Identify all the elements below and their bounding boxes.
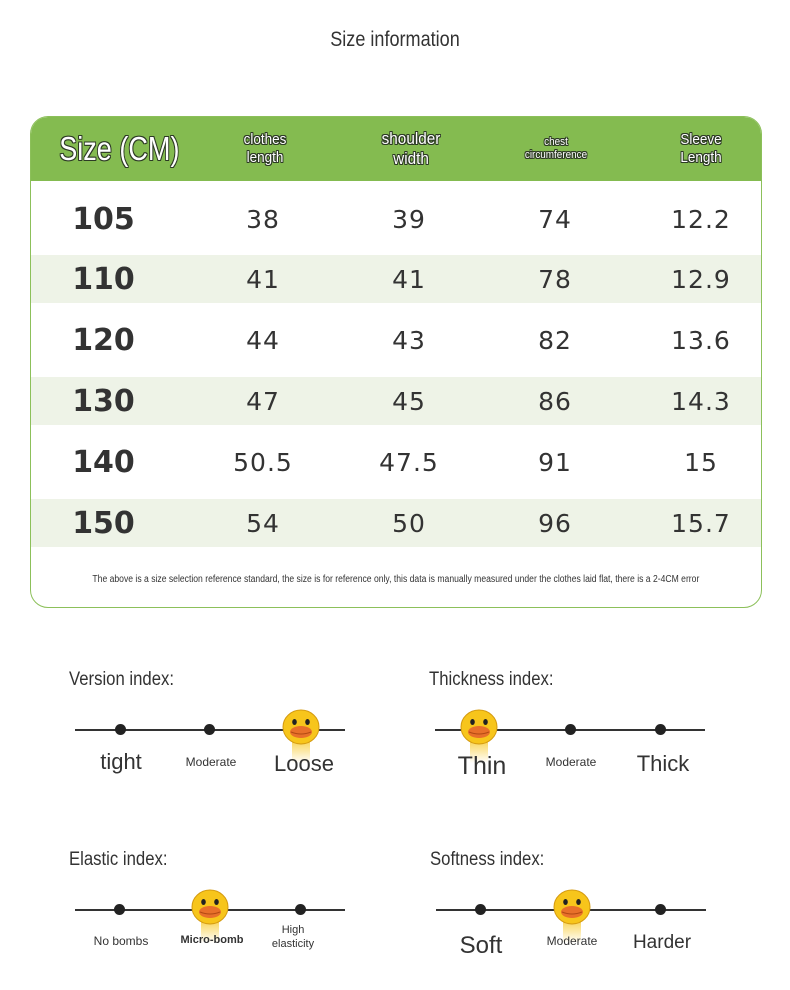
table-header — [31, 117, 761, 181]
sleeve-cell: 13.6 — [671, 325, 731, 355]
size-cell: 130 — [72, 383, 135, 419]
scale-dot — [114, 904, 125, 915]
length-cell: 41 — [246, 264, 280, 294]
page-title: Size information — [330, 28, 460, 51]
option-label: High elasticity — [271, 924, 315, 950]
shoulder-cell: 43 — [392, 325, 426, 355]
option-label: tight — [100, 749, 142, 774]
table-row — [31, 499, 761, 547]
size-cell: 150 — [72, 505, 135, 541]
scale-dot — [475, 904, 486, 915]
table-row — [31, 316, 761, 364]
option-label-selected: Loose — [274, 751, 334, 776]
chest-cell: 91 — [538, 447, 572, 477]
table-note: The above is a size selection reference standard, the size is for reference only, this data is manually measured under the clothes laid flat, there is a 2-4CM error — [92, 574, 700, 585]
shoulder-cell: 50 — [392, 508, 426, 538]
option-label: No bombs — [93, 934, 149, 948]
chest-cell: 74 — [538, 204, 572, 234]
thickness-index — [429, 669, 729, 789]
shoulder-cell: 41 — [392, 264, 426, 294]
option-label-selected: Thin — [457, 752, 507, 780]
elastic-index — [69, 849, 369, 969]
shoulder-cell: 39 — [392, 204, 426, 234]
header-shoulder-width: shoulder width — [381, 128, 441, 168]
scale-dot — [565, 724, 576, 735]
chest-cell: 96 — [538, 508, 572, 538]
table-row — [31, 377, 761, 425]
length-cell: 47 — [246, 386, 280, 416]
size-cell: 110 — [72, 261, 135, 297]
scale-dot — [115, 724, 126, 735]
index-title: Version index: — [69, 669, 175, 690]
index-title: Elastic index: — [69, 849, 168, 870]
size-cell: 105 — [72, 201, 135, 237]
header-chest-circumference: chest circumference — [524, 136, 588, 161]
index-title: Softness index: — [430, 849, 545, 870]
length-cell: 50.5 — [233, 447, 293, 477]
shoulder-cell: 45 — [392, 386, 426, 416]
option-label: Moderate — [545, 755, 597, 769]
sleeve-cell: 15.7 — [671, 508, 731, 538]
option-label: Moderate — [185, 755, 237, 769]
index-title: Thickness index: — [429, 669, 554, 690]
length-cell: 38 — [246, 204, 280, 234]
table-row — [31, 438, 761, 486]
chest-cell: 86 — [538, 386, 572, 416]
chest-cell: 78 — [538, 264, 572, 294]
sleeve-cell: 12.2 — [671, 204, 731, 234]
scale-dot — [295, 904, 306, 915]
length-cell: 54 — [246, 508, 280, 538]
option-label-selected: Micro-bomb — [180, 934, 244, 946]
table-row — [31, 195, 761, 243]
chest-cell: 82 — [538, 325, 572, 355]
option-label: Soft — [459, 932, 503, 959]
sleeve-cell: 12.9 — [671, 264, 731, 294]
header-size: Size (CM) — [58, 129, 180, 167]
scale-dot — [204, 724, 215, 735]
table-row — [31, 255, 761, 303]
header-clothes-length: clothes length — [243, 131, 287, 166]
option-label-selected: Moderate — [546, 934, 598, 948]
sleeve-cell: 15 — [684, 447, 718, 477]
version-index — [69, 669, 369, 789]
option-label: Thick — [636, 751, 690, 776]
scale-dot — [655, 904, 666, 915]
option-label: Harder — [632, 932, 692, 953]
softness-index — [430, 849, 730, 969]
scale-dot — [655, 724, 666, 735]
size-cell: 140 — [72, 444, 135, 480]
header-sleeve-length: Sleeve Length — [680, 131, 722, 166]
size-table — [30, 116, 762, 608]
sleeve-cell: 14.3 — [671, 386, 731, 416]
shoulder-cell: 47.5 — [379, 447, 439, 477]
size-cell: 120 — [72, 322, 135, 358]
length-cell: 44 — [246, 325, 280, 355]
